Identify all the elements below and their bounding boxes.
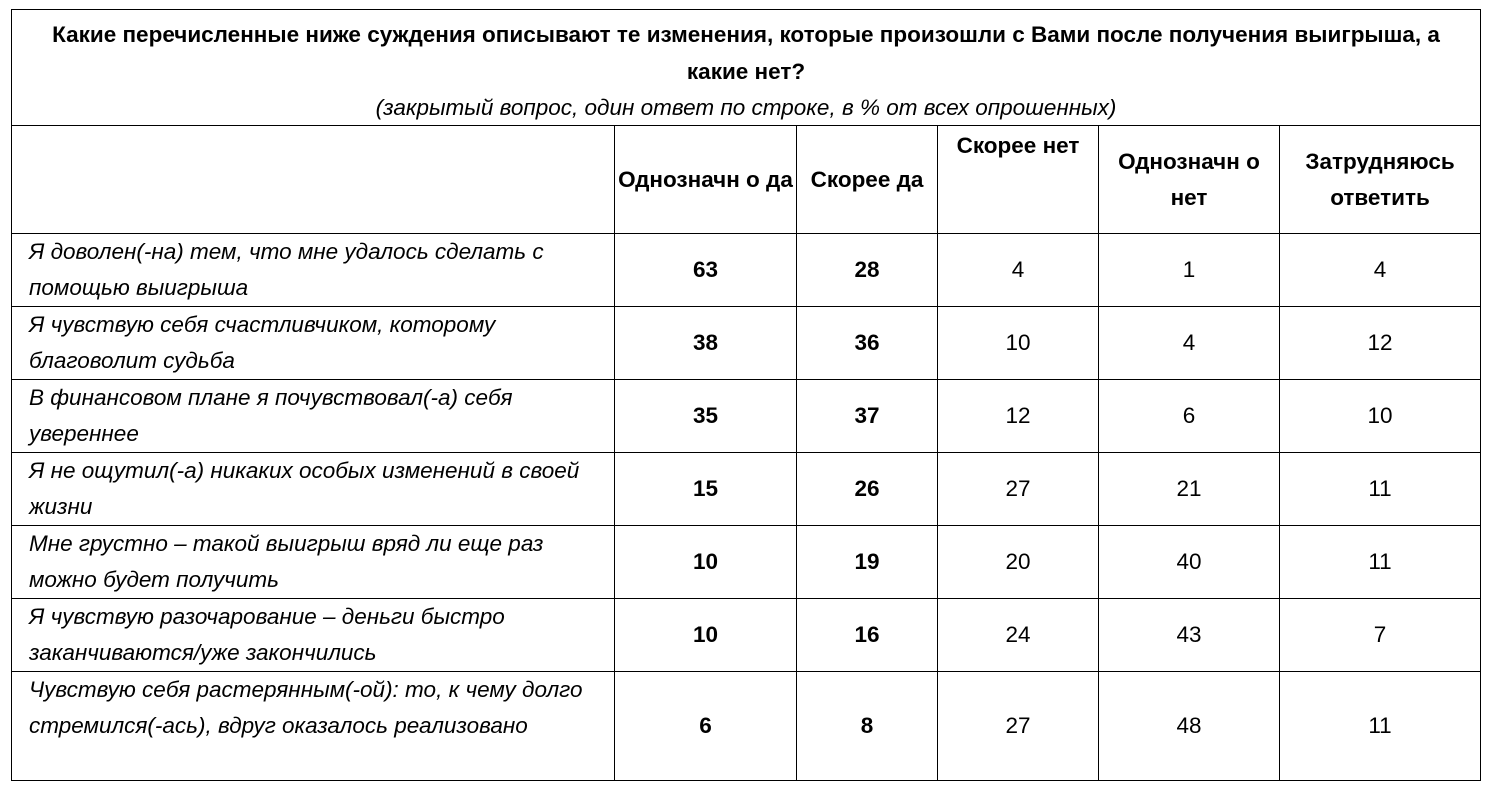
table-row (12, 526, 1481, 599)
cell-value: 12 (938, 380, 1099, 453)
cell-value: 37 (797, 380, 938, 453)
column-header: Однозначн о да (615, 126, 797, 234)
row-label: Мне грустно – такой выигрыш вряд ли еще раз можно будет получить (12, 526, 615, 599)
cell-value: 26 (797, 453, 938, 526)
title-row (12, 10, 1481, 126)
header-blank-cell (12, 126, 615, 234)
cell-value: 10 (1280, 380, 1481, 453)
cell-value: 21 (1099, 453, 1280, 526)
cell-value: 40 (1099, 526, 1280, 599)
cell-value: 43 (1099, 599, 1280, 672)
cell-value: 1 (1099, 234, 1280, 307)
row-label: Я чувствую себя счастливчиком, которому благоволит судьба (12, 307, 615, 380)
cell-value: 28 (797, 234, 938, 307)
row-label: Я чувствую разочарование – деньги быстро заканчиваются/уже закончились (12, 599, 615, 672)
column-header: Однозначн о нет (1099, 126, 1280, 234)
table-row (12, 672, 1481, 781)
table-row (12, 380, 1481, 453)
cell-value: 4 (938, 234, 1099, 307)
cell-value: 11 (1280, 526, 1481, 599)
cell-value: 4 (1099, 307, 1280, 380)
table-row (12, 453, 1481, 526)
cell-value: 12 (1280, 307, 1481, 380)
cell-value: 11 (1280, 453, 1481, 526)
cell-value: 38 (615, 307, 797, 380)
cell-value: 15 (615, 453, 797, 526)
column-header: Затрудняюсь ответить (1280, 126, 1481, 234)
cell-value: 6 (615, 672, 797, 781)
cell-value: 4 (1280, 234, 1481, 307)
cell-value: 20 (938, 526, 1099, 599)
table-title: Какие перечисленные ниже суждения описывают те изменения, которые произошли с Вами после получения выигрыша, а какие нет? (52, 22, 1440, 84)
cell-value: 24 (938, 599, 1099, 672)
cell-value: 10 (938, 307, 1099, 380)
cell-value: 16 (797, 599, 938, 672)
survey-table (11, 9, 1481, 781)
row-label: Я доволен(-на) тем, что мне удалось сделать с помощью выигрыша (12, 234, 615, 307)
survey-table-container (11, 9, 1480, 781)
column-header: Скорее да (797, 126, 938, 234)
row-label: Чувствую себя растерянным(-ой): то, к чему долго стремился(-ась), вдруг оказалось реализовано (12, 672, 615, 781)
cell-value: 27 (938, 453, 1099, 526)
cell-value: 48 (1099, 672, 1280, 781)
column-header: Скорее нет (938, 126, 1099, 234)
cell-value: 8 (797, 672, 938, 781)
cell-value: 27 (938, 672, 1099, 781)
cell-value: 19 (797, 526, 938, 599)
table-row (12, 307, 1481, 380)
row-label: Я не ощутил(-а) никаких особых изменений в своей жизни (12, 453, 615, 526)
cell-value: 10 (615, 599, 797, 672)
cell-value: 6 (1099, 380, 1280, 453)
cell-value: 10 (615, 526, 797, 599)
table-row (12, 599, 1481, 672)
cell-value: 63 (615, 234, 797, 307)
cell-value: 36 (797, 307, 938, 380)
cell-value: 7 (1280, 599, 1481, 672)
cell-value: 11 (1280, 672, 1481, 781)
header-row (12, 126, 1481, 234)
table-subtitle: (закрытый вопрос, один ответ по строке, в % от всех опрошенных) (375, 95, 1117, 120)
cell-value: 35 (615, 380, 797, 453)
table-title-cell (12, 10, 1481, 126)
table-row (12, 234, 1481, 307)
row-label: В финансовом плане я почувствовал(-а) себя увереннее (12, 380, 615, 453)
